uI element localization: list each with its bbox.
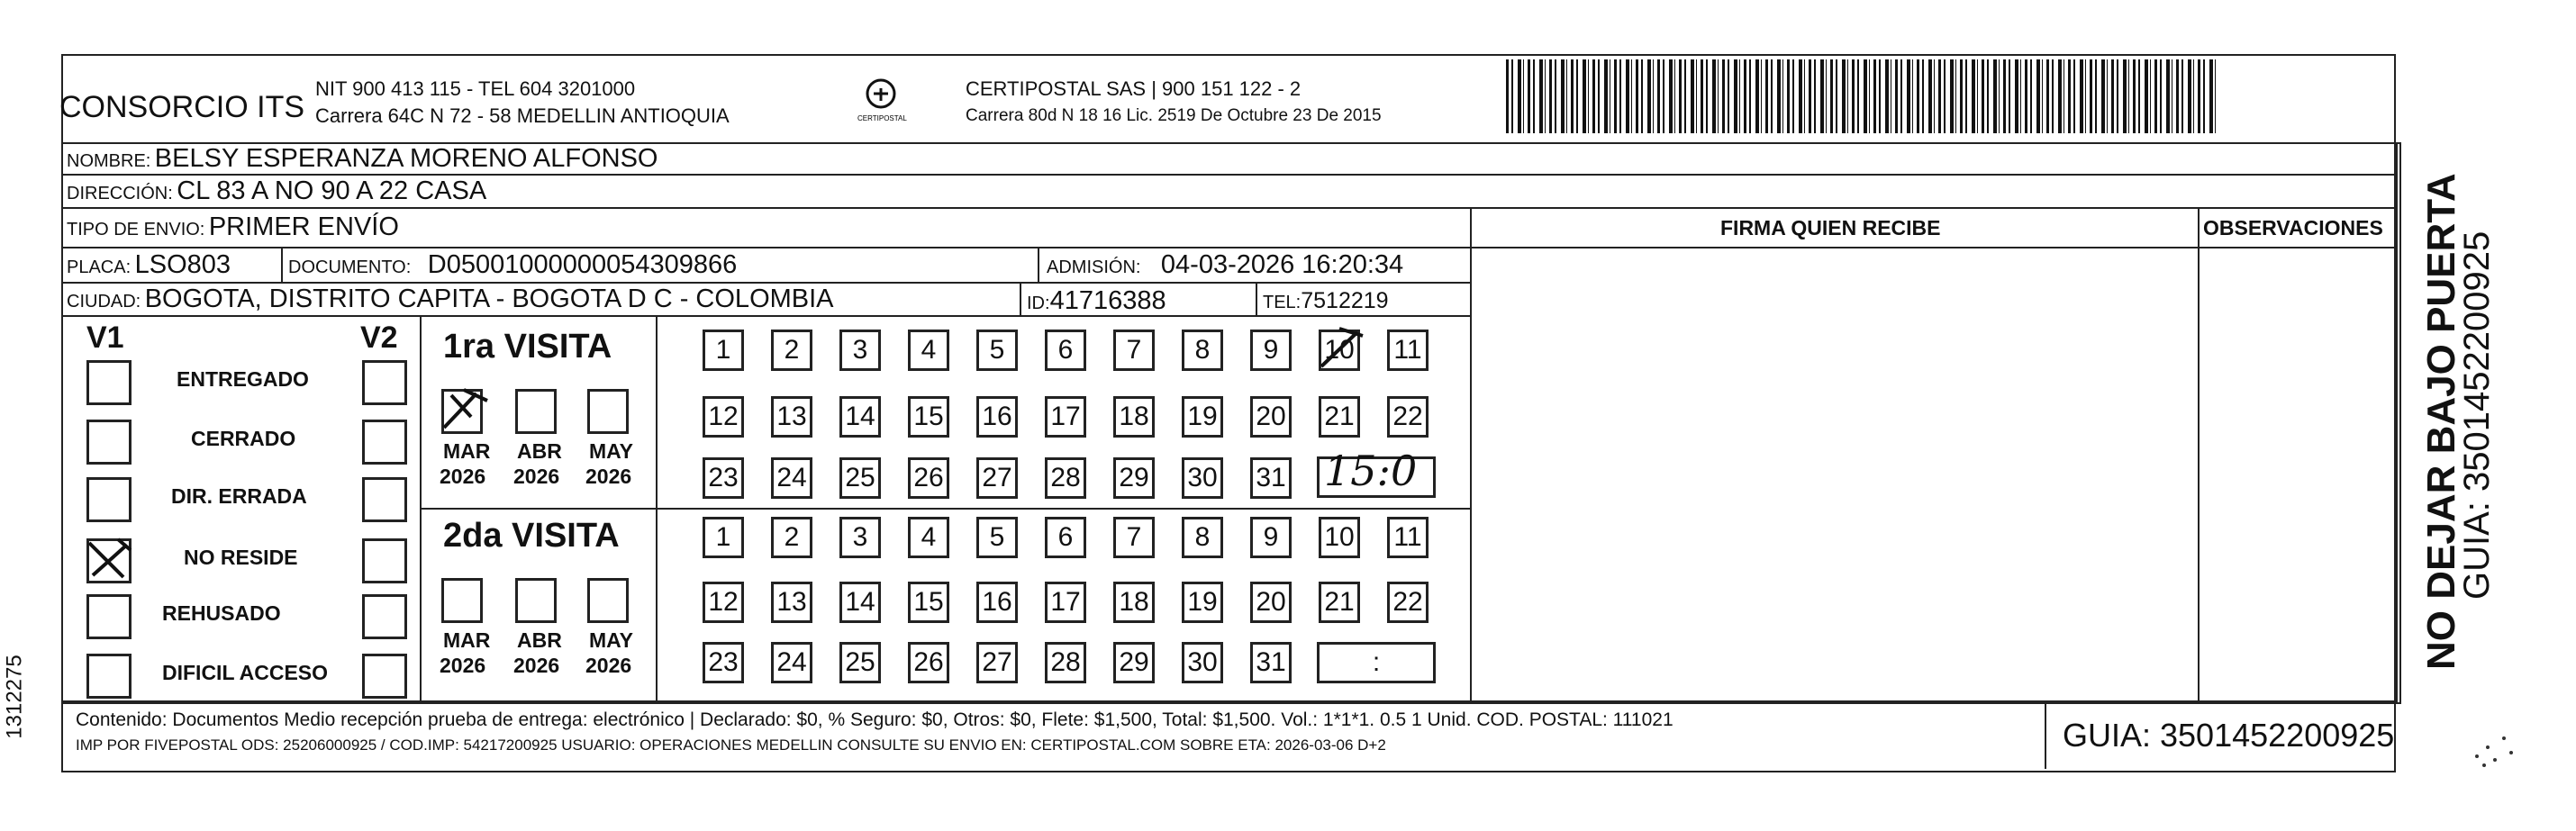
first-visit-day[interactable]: 3 bbox=[839, 330, 881, 371]
direccion-value: CL 83 A NO 90 A 22 CASA bbox=[177, 176, 487, 205]
first-visit-day[interactable]: 25 bbox=[839, 457, 881, 499]
first-visit-day[interactable]: 26 bbox=[908, 457, 949, 499]
x-mark-icon bbox=[86, 534, 136, 584]
status-label: REHUSADO bbox=[162, 601, 281, 625]
id-value: 41716388 bbox=[1049, 286, 1166, 315]
second-visit-day[interactable]: 31 bbox=[1250, 642, 1292, 683]
id-label: ID: bbox=[1027, 294, 1050, 313]
footer-imp: IMP POR FIVEPOSTAL ODS: 25206000925 / COD.IMP: 54217200925 USUARIO: OPERACIONES MEDELLIN CONSULTE SU ENVIO EN: CERTIPOSTAL.COM SOBRE ETA: 2026-03-06 D+2 bbox=[76, 736, 1386, 754]
direccion-row bbox=[67, 176, 486, 206]
first-visit-day[interactable]: 11 bbox=[1387, 330, 1429, 371]
first-visit-day[interactable]: 21 bbox=[1319, 396, 1360, 438]
first-visit-day[interactable]: 9 bbox=[1250, 330, 1292, 371]
side-no-dejar: NO DEJAR BAJO PUERTA bbox=[2419, 173, 2463, 670]
status-label: DIR. ERRADA bbox=[171, 484, 307, 508]
first-visit-day[interactable]: 18 bbox=[1113, 396, 1155, 438]
carrier-logo bbox=[845, 74, 907, 128]
first-visit-day[interactable]: 7 bbox=[1113, 330, 1155, 371]
first-visit-day[interactable]: 28 bbox=[1045, 457, 1086, 499]
first-visit-day[interactable]: 1 bbox=[703, 330, 744, 371]
second-visit-time: : bbox=[1372, 647, 1381, 677]
first-visit-day[interactable]: 24 bbox=[771, 457, 812, 499]
second-visit-day[interactable]: 16 bbox=[976, 582, 1018, 623]
placa-cell bbox=[67, 250, 231, 280]
second-visit-day[interactable]: 22 bbox=[1387, 582, 1429, 623]
second-visit-month-checkbox[interactable] bbox=[587, 578, 629, 623]
second-visit-day[interactable]: 30 bbox=[1182, 642, 1223, 683]
v2-checkbox[interactable] bbox=[362, 420, 407, 465]
first-visit-day[interactable]: 31 bbox=[1250, 457, 1292, 499]
first-visit-day[interactable]: 2 bbox=[771, 330, 812, 371]
first-visit-day[interactable]: 27 bbox=[976, 457, 1018, 499]
second-visit-day[interactable]: 17 bbox=[1045, 582, 1086, 623]
v2-checkbox[interactable] bbox=[362, 594, 407, 639]
tipo-row bbox=[67, 212, 399, 242]
ciudad-value: BOGOTA, DISTRITO CAPITA - BOGOTA D C - COLOMBIA bbox=[144, 285, 834, 313]
second-visit-day[interactable]: 15 bbox=[908, 582, 949, 623]
admision-cell bbox=[1047, 250, 1403, 280]
first-visit-day[interactable]: 16 bbox=[976, 396, 1018, 438]
first-visit-day[interactable]: 20 bbox=[1250, 396, 1292, 438]
scan-dots bbox=[2468, 720, 2522, 774]
second-visit-day[interactable]: 7 bbox=[1113, 517, 1155, 558]
direccion-label: DIRECCIÓN: bbox=[67, 184, 173, 203]
second-visit-day[interactable]: 29 bbox=[1113, 642, 1155, 683]
first-visit-day[interactable]: 4 bbox=[908, 330, 949, 371]
documento-cell bbox=[288, 250, 737, 280]
documento-label: DOCUMENTO: bbox=[288, 257, 412, 277]
v2-checkbox[interactable] bbox=[362, 538, 407, 583]
year-label: 2026 bbox=[513, 654, 560, 677]
nombre-value: BELSY ESPERANZA MORENO ALFONSO bbox=[154, 144, 658, 173]
sender-nit: NIT 900 413 115 - TEL 604 3201000 bbox=[315, 77, 636, 100]
sender-address: Carrera 64C N 72 - 58 MEDELLIN ANTIOQUIA bbox=[315, 104, 730, 127]
first-visit-day[interactable]: 13 bbox=[771, 396, 812, 438]
first-visit-day[interactable]: 12 bbox=[703, 396, 744, 438]
second-visit-day[interactable]: 25 bbox=[839, 642, 881, 683]
second-visit-title: 2da VISITA bbox=[443, 517, 620, 555]
second-visit-day[interactable]: 24 bbox=[771, 642, 812, 683]
second-visit-day[interactable]: 28 bbox=[1045, 642, 1086, 683]
tel-value: 7512219 bbox=[1301, 288, 1389, 313]
year-label: 2026 bbox=[513, 465, 560, 488]
barcode bbox=[1506, 59, 2218, 133]
second-visit-day[interactable]: 13 bbox=[771, 582, 812, 623]
carrier-logo-icon bbox=[845, 74, 907, 128]
second-visit-day[interactable]: 8 bbox=[1182, 517, 1223, 558]
month-label: MAR bbox=[443, 628, 491, 652]
nombre-row bbox=[67, 144, 658, 174]
ciudad-cell bbox=[67, 285, 834, 314]
second-visit-day[interactable]: 6 bbox=[1045, 517, 1086, 558]
first-visit-month-checkbox[interactable] bbox=[587, 389, 629, 434]
second-visit-day[interactable]: 21 bbox=[1319, 582, 1360, 623]
first-visit-month-checkbox[interactable] bbox=[515, 389, 557, 434]
month-label: MAY bbox=[589, 439, 633, 463]
v1-checkbox[interactable] bbox=[86, 477, 132, 522]
status-label: NO RESIDE bbox=[184, 546, 298, 569]
first-visit-day[interactable]: 8 bbox=[1182, 330, 1223, 371]
admision-value: 04-03-2026 16:20:34 bbox=[1160, 250, 1404, 279]
first-visit-month-checkbox[interactable] bbox=[441, 389, 483, 434]
second-visit-month-checkbox[interactable] bbox=[441, 578, 483, 623]
second-visit-time-box bbox=[1317, 642, 1436, 683]
nombre-label: NOMBRE: bbox=[67, 151, 151, 171]
second-visit-day[interactable]: 14 bbox=[839, 582, 881, 623]
first-visit-day[interactable]: 10 bbox=[1319, 330, 1360, 371]
sender-name: CONSORCIO ITS bbox=[59, 90, 305, 124]
month-label: ABR bbox=[517, 439, 562, 463]
x-mark-icon bbox=[1316, 323, 1370, 374]
second-visit-day[interactable]: 20 bbox=[1250, 582, 1292, 623]
placa-label: PLACA: bbox=[67, 257, 132, 277]
v2-checkbox[interactable] bbox=[362, 477, 407, 522]
ciudad-label: CIUDAD: bbox=[67, 292, 141, 312]
first-visit-day[interactable]: 29 bbox=[1113, 457, 1155, 499]
month-label: ABR bbox=[517, 628, 562, 652]
side-guia: GUIA: 3501452200925 bbox=[2457, 230, 2497, 600]
tel-cell bbox=[1263, 288, 1389, 314]
month-label: MAY bbox=[589, 628, 633, 652]
first-visit-day[interactable]: 17 bbox=[1045, 396, 1086, 438]
footer-contenido: Contenido: Documentos Medio recepción prueba de entrega: electrónico | Declarado: $0, % Seguro: $0, Otros: $0, Flete: $1,500, Total: $1,500. Vol.: 1*1*1. 0.5 1 Unid. COD. POSTAL: 111021 bbox=[76, 709, 1673, 730]
id-cell bbox=[1027, 286, 1166, 316]
first-visit-time: 15:0 bbox=[1324, 447, 1418, 495]
v1-checkbox[interactable] bbox=[86, 594, 132, 639]
v1-checkbox[interactable] bbox=[86, 538, 132, 583]
tel-label: TEL: bbox=[1263, 293, 1302, 312]
first-visit-day[interactable]: 30 bbox=[1182, 457, 1223, 499]
second-visit-month-checkbox[interactable] bbox=[515, 578, 557, 623]
v2-checkbox[interactable] bbox=[362, 654, 407, 699]
admision-label: ADMISIÓN: bbox=[1047, 257, 1141, 277]
firma-header: FIRMA QUIEN RECIBE bbox=[1720, 216, 1941, 239]
first-visit-day[interactable]: 5 bbox=[976, 330, 1018, 371]
first-visit-day[interactable]: 22 bbox=[1387, 396, 1429, 438]
second-visit-day[interactable]: 18 bbox=[1113, 582, 1155, 623]
second-visit-day[interactable]: 12 bbox=[703, 582, 744, 623]
first-visit-title: 1ra VISITA bbox=[443, 328, 612, 366]
first-visit-day[interactable]: 6 bbox=[1045, 330, 1086, 371]
v2-checkbox[interactable] bbox=[362, 360, 407, 405]
carrier-logo-text: CERTIPOSTAL bbox=[857, 114, 907, 122]
v1-checkbox[interactable] bbox=[86, 420, 132, 465]
footer-guia: GUIA: 3501452200925 bbox=[2063, 717, 2395, 754]
first-visit-day[interactable]: 19 bbox=[1182, 396, 1223, 438]
v1-header: V1 bbox=[86, 321, 124, 355]
second-visit-day[interactable]: 5 bbox=[976, 517, 1018, 558]
status-label: CERRADO bbox=[191, 427, 296, 450]
year-label: 2026 bbox=[585, 465, 632, 488]
documento-value: D05001000000054309866 bbox=[427, 250, 738, 279]
v1-checkbox[interactable] bbox=[86, 654, 132, 699]
year-label: 2026 bbox=[440, 654, 486, 677]
first-visit-day[interactable]: 15 bbox=[908, 396, 949, 438]
placa-value: LSO803 bbox=[134, 250, 231, 279]
carrier-address: Carrera 80d N 18 16 Lic. 2519 De Octubre 23 De 2015 bbox=[966, 106, 1382, 125]
second-visit-day[interactable]: 19 bbox=[1182, 582, 1223, 623]
second-visit-day[interactable]: 4 bbox=[908, 517, 949, 558]
second-visit-day[interactable]: 1 bbox=[703, 517, 744, 558]
main-table bbox=[61, 142, 2401, 704]
status-label: DIFICIL ACCESO bbox=[162, 661, 329, 684]
carrier-name: CERTIPOSTAL SAS | 900 151 122 - 2 bbox=[966, 77, 1302, 100]
second-visit-day[interactable]: 26 bbox=[908, 642, 949, 683]
second-visit-day[interactable]: 23 bbox=[703, 642, 744, 683]
edge-code: 1312275 bbox=[2, 655, 27, 739]
x-mark-icon bbox=[440, 383, 494, 433]
tipo-label: TIPO DE ENVIO: bbox=[67, 220, 205, 239]
tipo-value: PRIMER ENVÍO bbox=[208, 212, 399, 241]
first-visit-day[interactable]: 14 bbox=[839, 396, 881, 438]
year-label: 2026 bbox=[585, 654, 632, 677]
status-label: ENTREGADO bbox=[177, 367, 309, 391]
month-label: MAR bbox=[443, 439, 491, 463]
v1-checkbox[interactable] bbox=[86, 360, 132, 405]
second-visit-day[interactable]: 2 bbox=[771, 517, 812, 558]
year-label: 2026 bbox=[440, 465, 486, 488]
first-visit-day[interactable]: 23 bbox=[703, 457, 744, 499]
second-visit-day[interactable]: 11 bbox=[1387, 517, 1429, 558]
second-visit-day[interactable]: 10 bbox=[1319, 517, 1360, 558]
observaciones-header: OBSERVACIONES bbox=[2203, 216, 2383, 239]
second-visit-day[interactable]: 27 bbox=[976, 642, 1018, 683]
second-visit-day[interactable]: 3 bbox=[839, 517, 881, 558]
v2-header: V2 bbox=[360, 321, 398, 355]
second-visit-day[interactable]: 9 bbox=[1250, 517, 1292, 558]
